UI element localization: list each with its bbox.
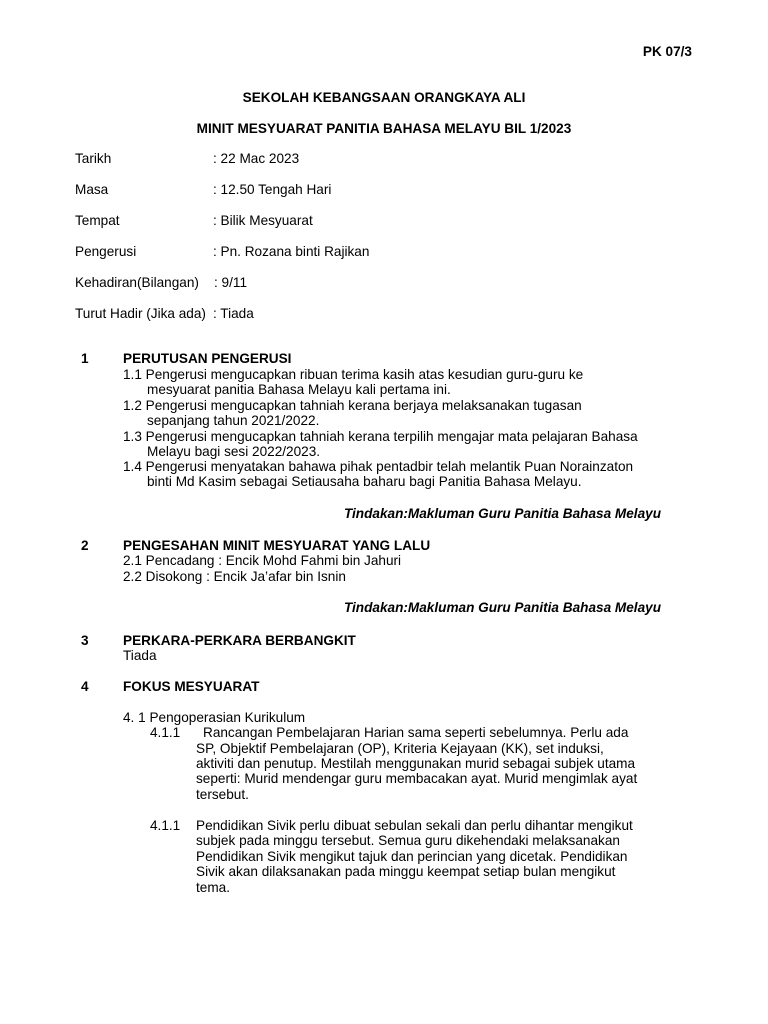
- section-heading: FOKUS MESYUARAT: [123, 679, 260, 694]
- section-line: sepanjang tahun 2021/2022.: [147, 413, 320, 428]
- meta-label-date: Tarikh: [75, 151, 112, 166]
- section-number: 2: [81, 538, 89, 553]
- action-note: Tindakan:Makluman Guru Panitia Bahasa Melayu: [343, 600, 661, 615]
- subitem-line: Rancangan Pembelajaran Harian sama seperti sebelumnya. Perlu ada: [203, 725, 629, 740]
- meta-value-date: : 22 Mac 2023: [213, 151, 300, 166]
- section-heading: PERKARA-PERKARA BERBANGKIT: [123, 633, 356, 648]
- subitem-number: 4.1.1: [150, 818, 181, 833]
- subitem-line: SP, Objektif Pembelajaran (OP), Kriteria Kejayaan (KK), set induksi,: [196, 741, 604, 756]
- meta-label-attendance: Kehadiran(Bilangan): [75, 275, 199, 290]
- section-line: Tiada: [123, 648, 157, 663]
- action-note: Tindakan:Makluman Guru Panitia Bahasa Melayu: [343, 506, 661, 521]
- meta-value-place: : Bilik Mesyuarat: [213, 213, 313, 228]
- section-number: 4: [81, 679, 89, 694]
- meta-label-chair: Pengerusi: [75, 244, 137, 259]
- subitem-line: Sivik akan dilaksanakan pada minggu keempat setiap bulan mengikut: [196, 864, 616, 879]
- meta-value-time: : 12.50 Tengah Hari: [213, 182, 332, 197]
- section-heading: PENGESAHAN MINIT MESYUARAT YANG LALU: [123, 538, 431, 553]
- section-line: binti Md Kasim sebagai Setiausaha baharu bagi Panitia Bahasa Melayu.: [147, 474, 582, 489]
- subitem-line: subjek pada minggu tersebut. Semua guru dikehendaki melaksanakan: [196, 833, 620, 848]
- section-line: 1.4 Pengerusi menyatakan bahawa pihak pentadbir telah melantik Puan Norainzaton: [123, 459, 634, 474]
- meta-value-attendance: : 9/11: [214, 275, 248, 290]
- meta-label-place: Tempat: [75, 213, 120, 228]
- section-line: 2.2 Disokong : Encik Ja’afar bin Isnin: [123, 569, 346, 584]
- document-title: MINIT MESYUARAT PANITIA BAHASA MELAYU BIL 1/2023: [196, 121, 572, 136]
- subitem-line: aktiviti dan penutup. Mestilah menggunakan murid sebagai subjek utama: [196, 756, 636, 771]
- section-line: mesyuarat panitia Bahasa Melayu kali pertama ini.: [147, 382, 451, 397]
- meta-label-time: Masa: [75, 182, 109, 197]
- meta-value-chair: : Pn. Rozana binti Rajikan: [213, 244, 370, 259]
- section-line: 1.1 Pengerusi mengucapkan ribuan terima kasih atas kesudian guru-guru ke: [123, 367, 584, 382]
- section-line: 1.3 Pengerusi mengucapkan tahniah kerana terpilih mengajar mata pelajaran Bahasa: [123, 429, 638, 444]
- subitem-line: seperti: Murid mendengar guru membacakan ayat. Murid mengimlak ayat: [196, 771, 638, 786]
- document-code: PK 07/3: [642, 44, 692, 59]
- meta-value-also-present: : Tiada: [213, 306, 254, 321]
- subitem-line: Pendidikan Sivik perlu dibuat sebulan sekali dan perlu dihantar mengikut: [196, 818, 633, 833]
- subitem-line: tema.: [196, 880, 230, 895]
- subitem-line: tersebut.: [196, 787, 249, 802]
- school-name: SEKOLAH KEBANGSAAN ORANGKAYA ALI: [242, 90, 526, 105]
- section-line: Melayu bagi sesi 2022/2023.: [147, 444, 321, 459]
- section-number: 3: [81, 633, 89, 648]
- meta-label-also-present: Turut Hadir (Jika ada): [75, 306, 206, 321]
- subsection-heading: 4. 1 Pengoperasian Kurikulum: [123, 710, 306, 725]
- section-number: 1: [81, 351, 89, 366]
- section-heading: PERUTUSAN PENGERUSI: [123, 351, 292, 366]
- subitem-number: 4.1.1: [150, 725, 181, 740]
- section-line: 2.1 Pencadang : Encik Mohd Fahmi bin Jahuri: [123, 553, 402, 568]
- subitem-line: Pendidikan Sivik mengikut tajuk dan perincian yang dicetak. Pendidikan: [196, 849, 628, 864]
- section-line: 1.2 Pengerusi mengucapkan tahniah kerana berjaya melaksanakan tugasan: [123, 398, 582, 413]
